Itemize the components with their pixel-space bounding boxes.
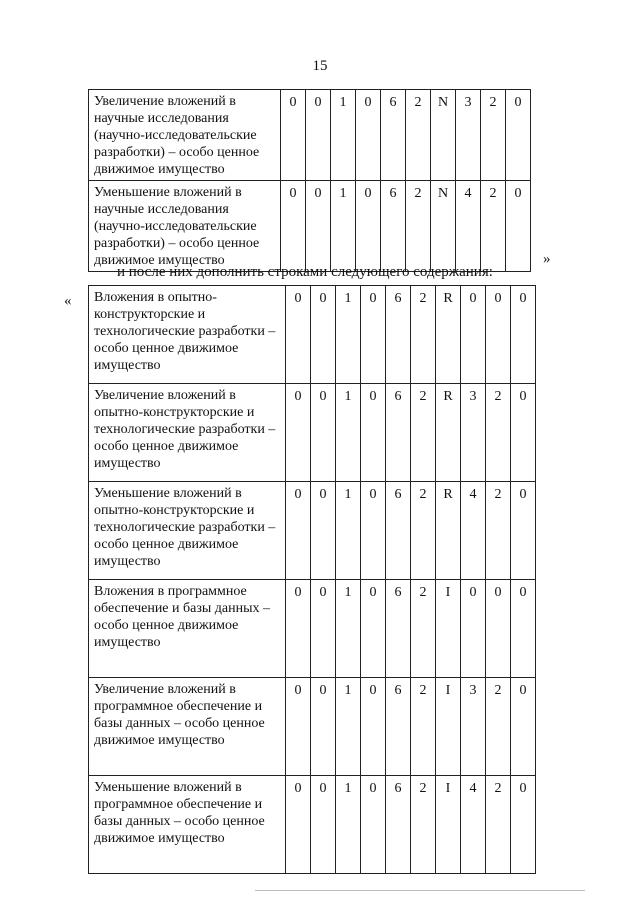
- code-digit: 0: [486, 580, 511, 678]
- code-digit: 1: [336, 384, 361, 482]
- code-digit: 0: [511, 286, 536, 384]
- code-digit: 0: [511, 482, 536, 580]
- code-digit: 0: [361, 286, 386, 384]
- code-digit: 6: [381, 181, 406, 272]
- code-digit: 1: [336, 286, 361, 384]
- code-digit: 0: [286, 384, 311, 482]
- code-digit: 0: [361, 580, 386, 678]
- code-digit: 3: [461, 678, 486, 776]
- code-table-top: [88, 89, 531, 272]
- opening-quote: «: [64, 293, 72, 309]
- row-description: Увеличение вложений в программное обеспечение и базы данных – особо ценное движимое имущество: [89, 678, 286, 776]
- table-row: [89, 678, 536, 776]
- code-digit: R: [436, 286, 461, 384]
- code-digit: 0: [511, 384, 536, 482]
- code-digit: 1: [336, 580, 361, 678]
- code-digit: 2: [486, 678, 511, 776]
- code-digit: 0: [461, 286, 486, 384]
- code-digit: N: [431, 181, 456, 272]
- code-digit: I: [436, 678, 461, 776]
- code-digit: 0: [511, 678, 536, 776]
- code-digit: 0: [461, 580, 486, 678]
- code-digit: 0: [311, 678, 336, 776]
- closing-quote: »: [543, 251, 551, 267]
- table-row: [89, 776, 536, 874]
- code-digit: 6: [386, 678, 411, 776]
- code-digit: 2: [411, 286, 436, 384]
- code-digit: 6: [386, 384, 411, 482]
- code-digit: 3: [461, 384, 486, 482]
- code-digit: 0: [506, 181, 531, 272]
- code-digit: 0: [286, 286, 311, 384]
- code-digit: 2: [411, 580, 436, 678]
- code-digit: I: [436, 580, 461, 678]
- code-digit: R: [436, 384, 461, 482]
- code-digit: 2: [481, 181, 506, 272]
- code-digit: 1: [331, 181, 356, 272]
- row-description: Увеличение вложений в научные исследования (научно-исследовательские разработки) – особо ценное движимое имущество: [89, 90, 281, 181]
- page-number: 15: [312, 58, 328, 74]
- code-digit: 1: [336, 678, 361, 776]
- code-digit: 2: [486, 776, 511, 874]
- table-body: [89, 90, 531, 272]
- code-digit: 0: [281, 181, 306, 272]
- code-digit: 6: [386, 482, 411, 580]
- code-digit: 0: [506, 90, 531, 181]
- code-digit: 0: [511, 776, 536, 874]
- code-digit: 0: [356, 90, 381, 181]
- code-digit: 4: [461, 776, 486, 874]
- code-digit: 4: [456, 181, 481, 272]
- code-digit: 2: [486, 482, 511, 580]
- code-digit: 2: [411, 482, 436, 580]
- table-row: [89, 384, 536, 482]
- code-digit: 0: [286, 580, 311, 678]
- code-digit: 2: [486, 384, 511, 482]
- table-body: [89, 286, 536, 874]
- code-digit: 2: [406, 90, 431, 181]
- table-row: [89, 181, 531, 272]
- code-digit: 0: [361, 384, 386, 482]
- code-digit: 6: [381, 90, 406, 181]
- code-digit: N: [431, 90, 456, 181]
- row-description: Увеличение вложений в опытно-конструкторские и технологические разработки – особо ценное движимое имущество: [89, 384, 286, 482]
- code-digit: 0: [281, 90, 306, 181]
- code-digit: 6: [386, 580, 411, 678]
- code-digit: 1: [331, 90, 356, 181]
- code-digit: 6: [386, 776, 411, 874]
- row-description: Уменьшение вложений в научные исследования (научно-исследовательские разработки) – особо ценное движимое имущество: [89, 181, 281, 272]
- code-digit: 0: [286, 678, 311, 776]
- row-description: Уменьшение вложений в опытно-конструкторские и технологические разработки – особо ценное движимое имущество: [89, 482, 286, 580]
- code-digit: 0: [511, 580, 536, 678]
- code-digit: 0: [311, 482, 336, 580]
- footer-line: [255, 890, 585, 891]
- code-digit: 0: [306, 181, 331, 272]
- code-digit: 0: [486, 286, 511, 384]
- code-digit: 0: [286, 482, 311, 580]
- table-row: [89, 482, 536, 580]
- code-table-bottom: [88, 285, 536, 874]
- code-digit: 0: [311, 286, 336, 384]
- code-digit: 2: [406, 181, 431, 272]
- code-digit: 2: [411, 384, 436, 482]
- table-row: [89, 580, 536, 678]
- code-digit: 0: [361, 482, 386, 580]
- code-digit: 6: [386, 286, 411, 384]
- code-digit: 1: [336, 776, 361, 874]
- code-digit: 1: [336, 482, 361, 580]
- code-digit: 0: [311, 580, 336, 678]
- code-digit: I: [436, 776, 461, 874]
- row-description: Вложения в программное обеспечение и базы данных – особо ценное движимое имущество: [89, 580, 286, 678]
- code-digit: 4: [461, 482, 486, 580]
- code-digit: 2: [411, 776, 436, 874]
- code-digit: 2: [411, 678, 436, 776]
- code-digit: 0: [361, 678, 386, 776]
- code-digit: 3: [456, 90, 481, 181]
- code-digit: R: [436, 482, 461, 580]
- code-digit: 2: [481, 90, 506, 181]
- code-digit: 0: [361, 776, 386, 874]
- row-description: Уменьшение вложений в программное обеспечение и базы данных – особо ценное движимое имущество: [89, 776, 286, 874]
- code-digit: 0: [311, 776, 336, 874]
- code-digit: 0: [356, 181, 381, 272]
- table-row: [89, 90, 531, 181]
- table-row: [89, 286, 536, 384]
- code-digit: 0: [306, 90, 331, 181]
- row-description: Вложения в опытно-конструкторские и технологические разработки – особо ценное движимое имущество: [89, 286, 286, 384]
- code-digit: 0: [286, 776, 311, 874]
- intro-text: и после них дополнить строками следующего содержания:: [117, 264, 493, 280]
- code-digit: 0: [311, 384, 336, 482]
